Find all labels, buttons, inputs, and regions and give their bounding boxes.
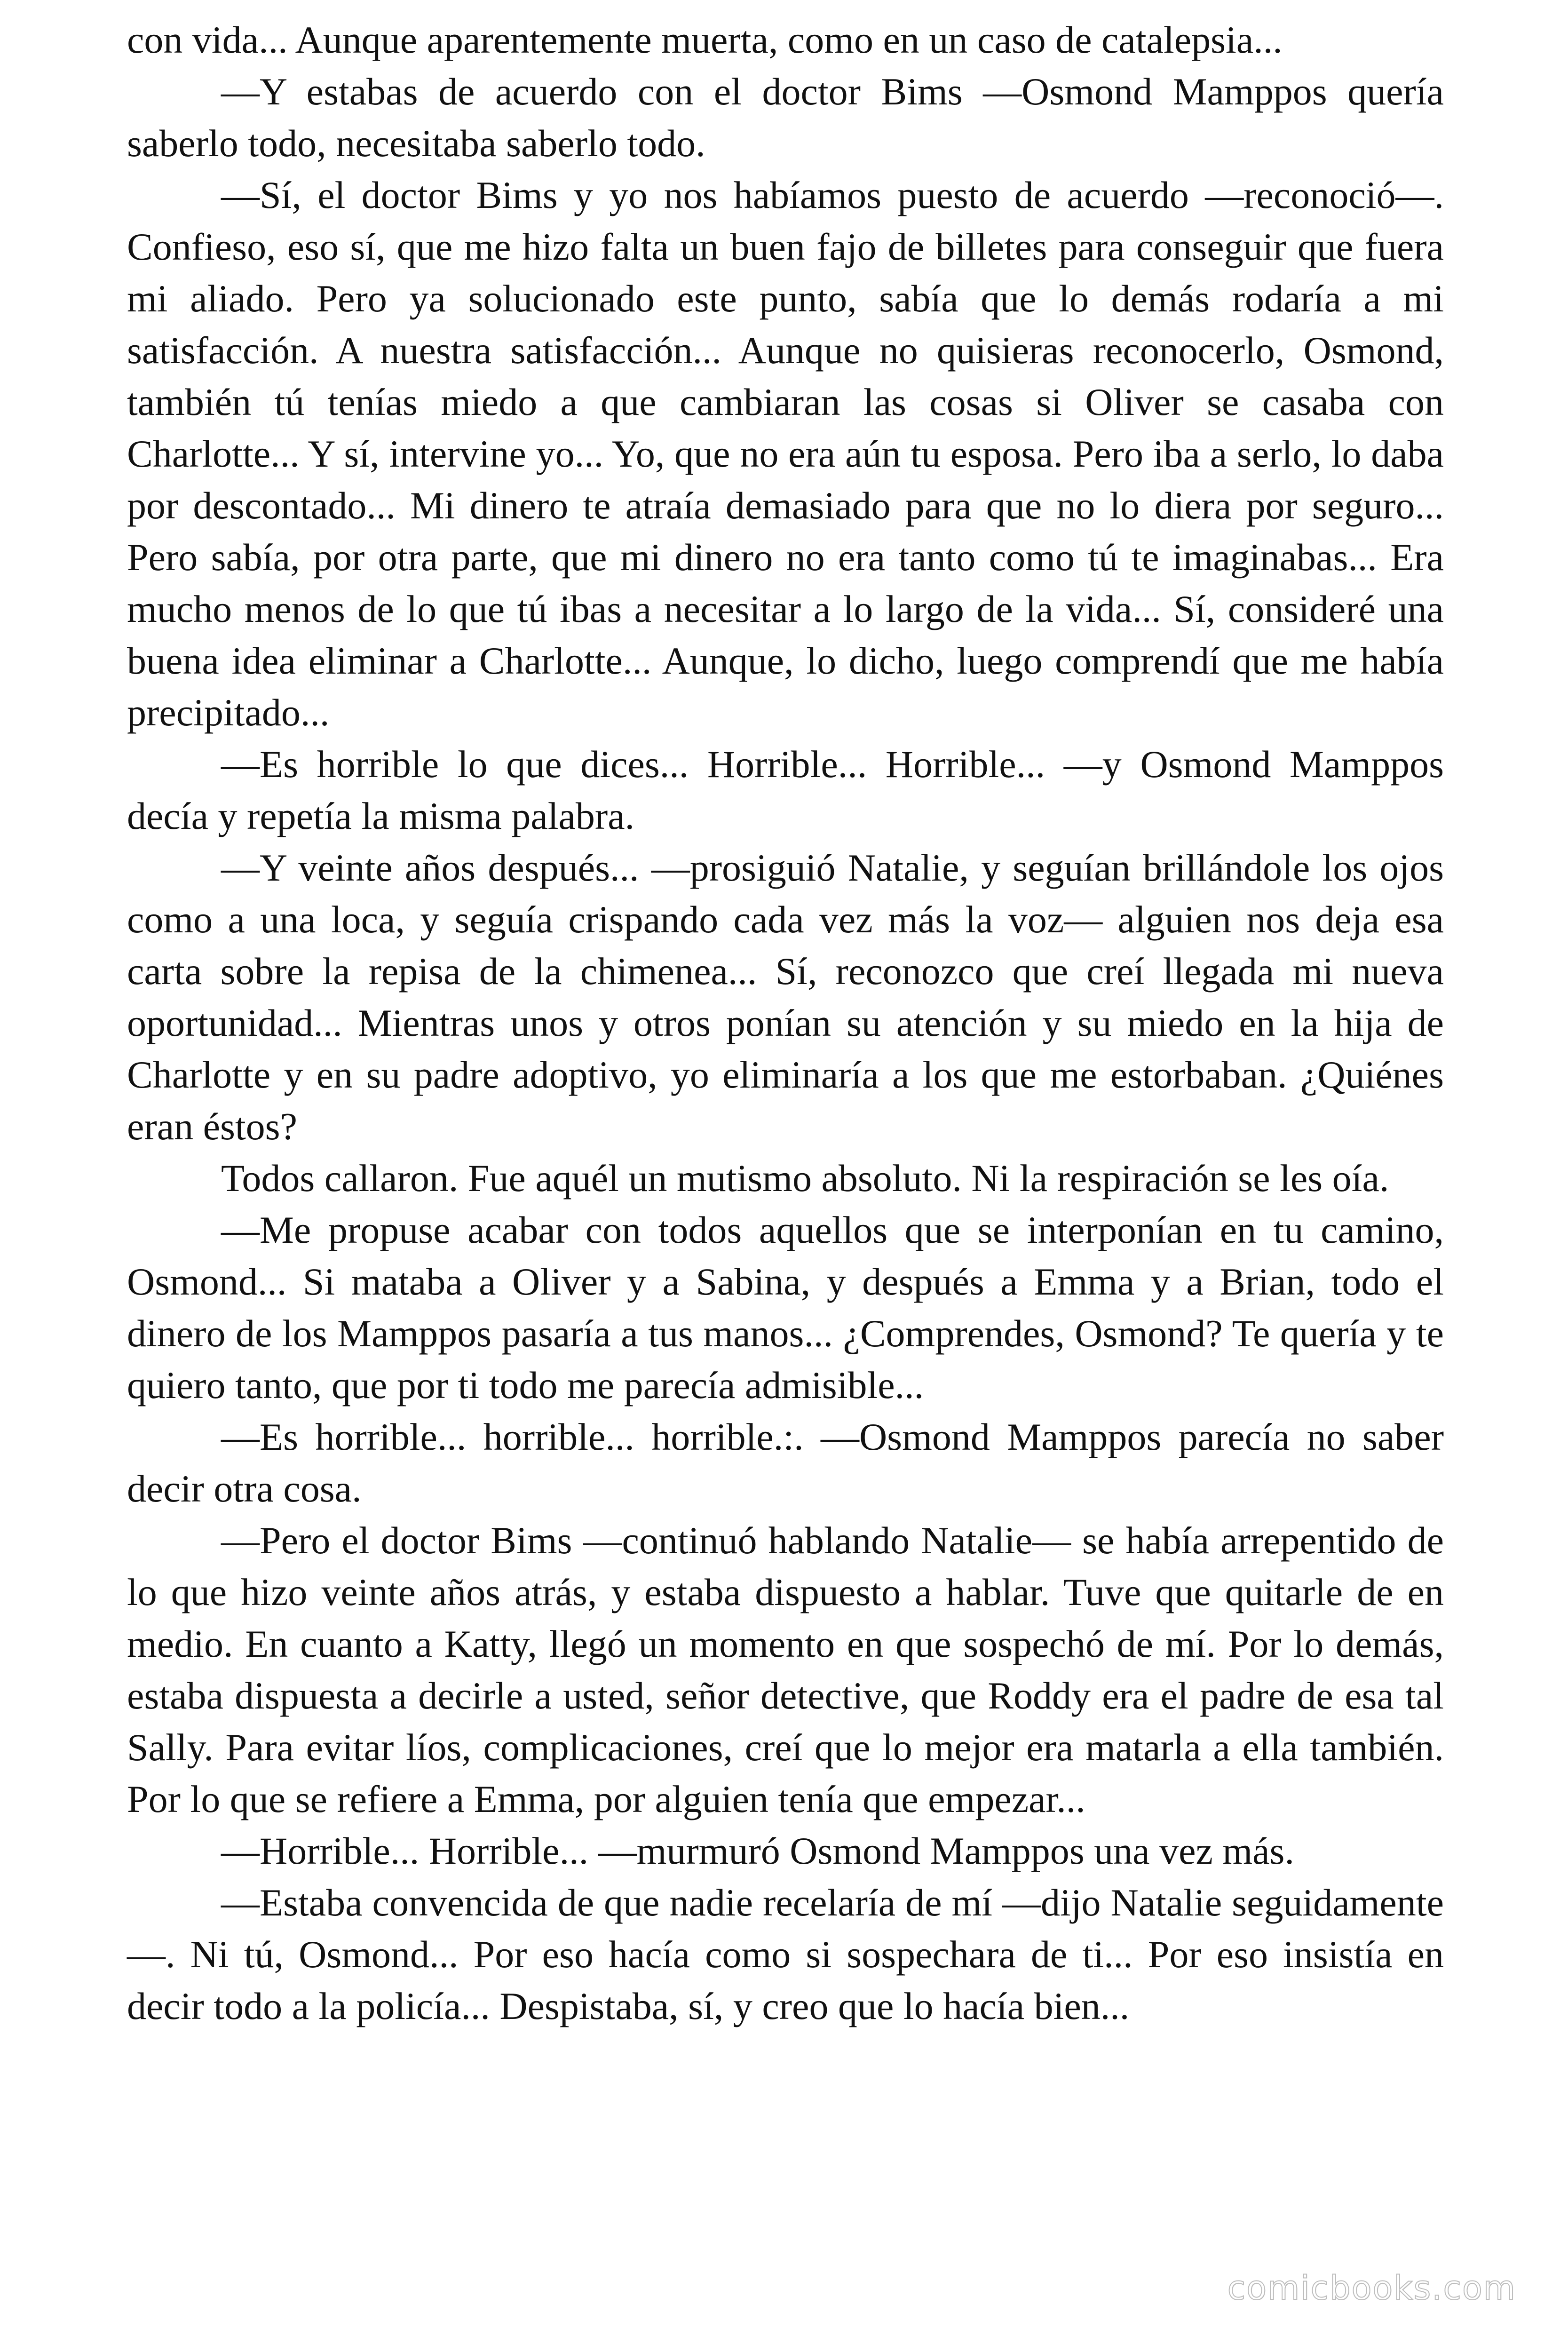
paragraph: —Sí, el doctor Bims y yo nos habíamos puesto de acuerdo —reconoció—. Confieso, eso sí, que me hizo falta un buen fajo de billetes para conseguir que fuera mi aliado. Pero ya solucionado este punto, sabía que lo demás rodaría a mi satisfacción. A nuestra satisfacción... Aunque no quisieras reconocerlo, Osmond, también tú tenías miedo a que cambiaran las cosas si Oliver se casaba con Charlotte... Y sí, intervine yo... Yo, que no era aún tu esposa. Pero iba a serlo, lo daba por descontado... Mi dinero te atraía demasiado para que no lo diera por seguro... Pero sabía, por otra parte, que mi dinero no era tanto como tú te imaginabas... Era mucho menos de lo que tú ibas a necesitar a lo largo de la vida... Sí, consideré una buena idea eliminar a Charlotte... Aunque, lo dicho, luego comprendí que me había precipitado...: [127, 174, 1444, 734]
paragraph: —Es horrible... horrible... horrible.:. —Osmond Mamppos parecía no saber decir otra cosa.: [127, 1415, 1444, 1510]
paragraph: —Es horrible lo que dices... Horrible... Horrible... —y Osmond Mamppos decía y repetía la misma palabra.: [127, 743, 1444, 837]
paragraph: —Pero el doctor Bims —continuó hablando Natalie— se había arrepentido de lo que hizo veinte años atrás, y estaba dispuesto a hablar. Tuve que quitarle de en medio. En cuanto a Katty, llegó un momento en que sospechó de mí. Por lo demás, estaba dispuesta a decirle a usted, señor detective, que Roddy era el padre de esa tal Sally. Para evitar líos, complicaciones, creí que lo mejor era matarla a ella también. Por lo que se refiere a Emma, por alguien tenía que empezar...: [127, 1519, 1444, 1820]
paragraph: Todos callaron. Fue aquél un mutismo absoluto. Ni la respiración se les oía.: [221, 1157, 1389, 1200]
watermark: comicbooks.com: [1227, 2269, 1516, 2307]
paragraph: —Y veinte años después... —prosiguió Natalie, y seguían brillándole los ojos como a una loca, y seguía crispando cada vez más la voz— alguien nos deja esa carta sobre la repisa de la chimenea... Sí, reconozco que creí llegada mi nueva oportunidad... Mientras unos y otros ponían su atención y su miedo en la hija de Charlotte y en su padre adoptivo, yo eliminaría a los que me estorbaban. ¿Quiénes eran éstos?: [127, 846, 1444, 1148]
paragraph: —Estaba convencida de que nadie recelaría de mí —dijo Natalie seguidamente—. Ni tú, Osmond... Por eso hacía como si sospechara de ti... Por eso insistía en decir todo a la policía... Despistaba, sí, y creo que lo hacía bien...: [127, 1881, 1444, 2027]
paragraph: —Me propuse acabar con todos aquellos que se interponían en tu camino, Osmond... Si mataba a Oliver y a Sabina, y después a Emma y a Brian, todo el dinero de los Mamppos pasaría a tus manos... ¿Comprendes, Osmond? Te quería y te quiero tanto, que por ti todo me parecía admisible...: [127, 1208, 1444, 1406]
paragraph: con vida... Aunque aparentemente muerta, como en un caso de catalepsia...: [127, 18, 1283, 61]
page-text: [127, 14, 1444, 2032]
paragraph: —Horrible... Horrible... —murmuró Osmond Mamppos una vez más.: [221, 1829, 1294, 1872]
paragraph: —Y estabas de acuerdo con el doctor Bims —Osmond Mamppos quería saberlo todo, necesitaba saberlo todo.: [127, 70, 1444, 165]
